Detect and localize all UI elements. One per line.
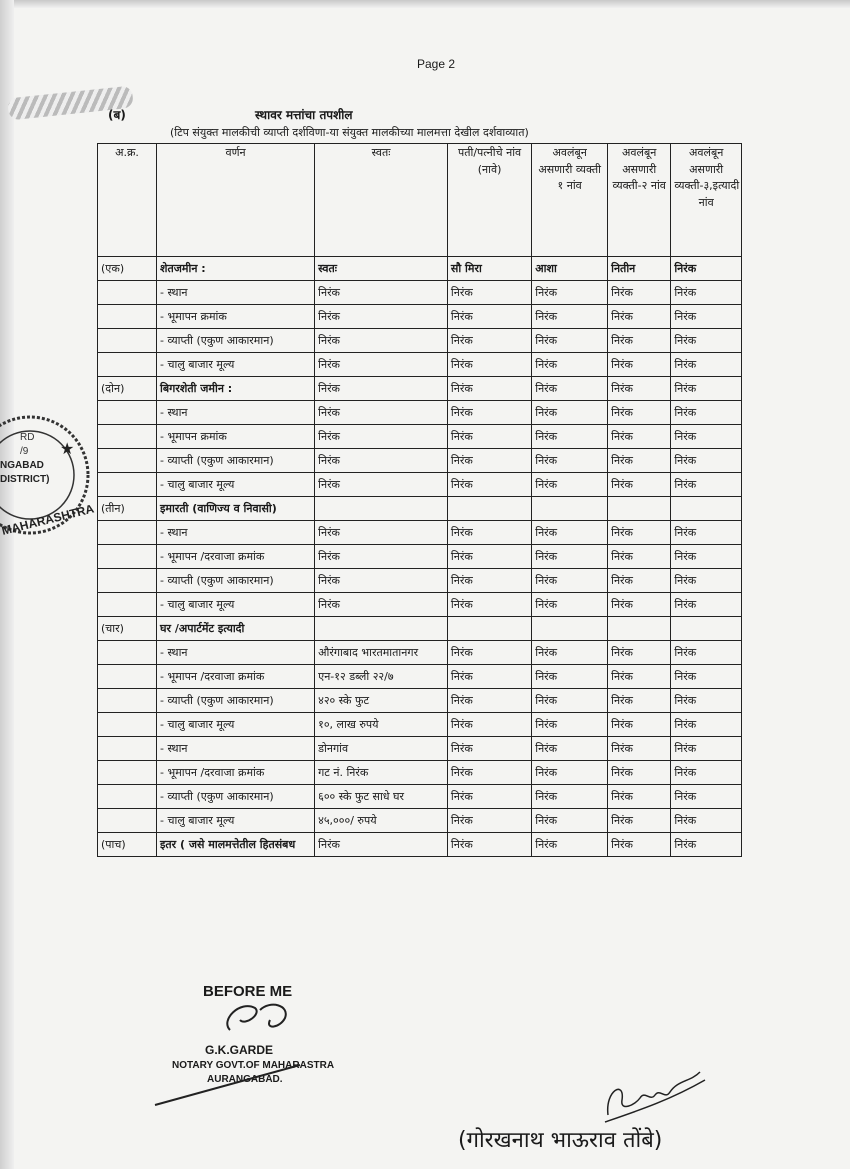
table-cell: ४५,०००/ रुपये [315,809,448,833]
table-cell: निरंक [608,521,671,545]
table-cell: निरंक [447,593,531,617]
table-cell: - व्याप्ती (एकुण आकारमान) [157,449,315,473]
table-cell: - व्याप्ती (एकुण आकारमान) [157,329,315,353]
table-cell [608,617,671,641]
table-row [98,353,742,377]
table-cell: निरंक [671,545,742,569]
table-row [98,305,742,329]
table-cell: निरंक [315,521,448,545]
table-cell: - चालु बाजार मूल्य [157,473,315,497]
notary-name: G.K.GARDE [205,1043,274,1057]
table-row [98,401,742,425]
table-row [98,545,742,569]
table-cell: निरंक [447,353,531,377]
table-cell: निरंक [608,329,671,353]
assets-table [97,143,742,857]
table-cell: निरंक [671,521,742,545]
header-dependent-2: अवलंबून असणारी व्यक्ती-२ नांव [608,144,671,257]
notary-title: NOTARY GOVT.OF MAHARASTRA [172,1060,335,1071]
section-note: (टिप संयुक्त मालकीची व्याप्ती दर्शविणा-या संयुक्त मालकीच्या मालमत्ता देखील दर्शवाव्यात) [170,126,529,139]
table-cell: निरंक [671,761,742,785]
table-cell: डोनगांव [315,737,448,761]
table-cell: निरंक [532,281,608,305]
table-cell: निरंक [671,569,742,593]
table-cell: निरंक [447,641,531,665]
table-cell: निरंक [608,641,671,665]
table-cell: निरंक [671,809,742,833]
table-cell: औरंगाबाद भारतमातानगर [315,641,448,665]
table-row [98,617,742,641]
table-cell: निरंक [532,521,608,545]
table-cell: निरंक [315,281,448,305]
table-cell: निरंक [447,761,531,785]
table-cell: निरंक [671,593,742,617]
table-row [98,593,742,617]
section-label: (ब) [108,108,126,122]
table-cell: निरंक [447,473,531,497]
table-row [98,257,742,281]
table-cell: निरंक [671,641,742,665]
table-cell: निरंक [608,449,671,473]
table-cell: निरंक [532,545,608,569]
table-cell [98,353,157,377]
table-cell: निरंक [447,329,531,353]
table-cell: निरंक [608,785,671,809]
table-cell [98,641,157,665]
table-cell: निरंक [608,377,671,401]
table-cell: निरंक [532,785,608,809]
table-cell: बिगरशेती जमीन : [157,377,315,401]
table-row [98,737,742,761]
table-cell: - व्याप्ती (एकुण आकारमान) [157,689,315,713]
table-cell: निरंक [608,665,671,689]
table-cell: निरंक [608,569,671,593]
table-cell: निरंक [532,425,608,449]
table-row [98,833,742,857]
table-cell: ४२० स्के फुट [315,689,448,713]
table-cell: निरंक [608,473,671,497]
table-cell: निरंक [532,593,608,617]
table-cell: निरंक [608,425,671,449]
table-row [98,473,742,497]
table-row [98,377,742,401]
table-cell: निरंक [447,281,531,305]
table-cell [532,617,608,641]
table-cell [315,617,448,641]
header-spouse: पती/पत्नीचे नांव (नावे) [447,144,531,257]
table-cell: - भूमापन /दरवाजा क्रमांक [157,545,315,569]
table-cell: निरंक [315,569,448,593]
deponent-name: (गोरखनाथ भाऊराव तोंबे) [458,1128,663,1153]
table-cell [98,569,157,593]
table-cell: इमारती (वाणिज्य व निवासी) [157,497,315,521]
section-title: स्थावर मत्तांचा तपशील [255,108,353,122]
table-cell: निरंक [608,545,671,569]
table-cell: निरंक [447,569,531,593]
seal-line-5: MAHARASHTRA [0,501,96,538]
table-cell: निरंक [532,329,608,353]
table-cell [671,497,742,521]
table-header-row [98,144,742,257]
table-cell: घर /अपार्टमेंट इत्यादी [157,617,315,641]
table-cell [98,689,157,713]
page-edge-left [0,0,14,1169]
table-cell [98,329,157,353]
table-row [98,641,742,665]
table-cell: १०, लाख रुपये [315,713,448,737]
table-row [98,665,742,689]
table-cell: शेतजमीन : [157,257,315,281]
table-cell [98,737,157,761]
table-cell: निरंक [532,809,608,833]
header-serial: अ.क्र. [98,144,157,257]
table-cell: निरंक [447,713,531,737]
table-cell [671,617,742,641]
table-cell: निरंक [671,329,742,353]
table-cell: निरंक [315,377,448,401]
header-dependent-1: अवलंबून असणारी व्यक्ती १ नांव [532,144,608,257]
table-row [98,329,742,353]
table-cell: निरंक [671,833,742,857]
table-cell: निरंक [532,737,608,761]
table-cell: - स्थान [157,641,315,665]
table-cell [98,545,157,569]
table-cell: निरंक [608,689,671,713]
table-cell: ६०० स्के फुट साधे घर [315,785,448,809]
table-cell: (तीन) [98,497,157,521]
notary-signature [200,990,320,1040]
table-cell: निरंक [315,545,448,569]
table-cell [98,281,157,305]
table-cell: निरंक [608,761,671,785]
table-row [98,809,742,833]
table-cell: निरंक [447,449,531,473]
table-cell: निरंक [447,305,531,329]
table-cell: (एक) [98,257,157,281]
table-cell: - स्थान [157,737,315,761]
notary-underline [150,1060,310,1110]
header-self: स्वतः [315,144,448,257]
table-cell: - चालु बाजार मूल्य [157,713,315,737]
table-cell [98,809,157,833]
table-cell: निरंक [315,449,448,473]
table-cell: आशा [532,257,608,281]
notary-city: AURANGABAD. [207,1074,283,1085]
table-cell: निरंक [532,305,608,329]
page-number: Page 2 [417,57,456,71]
table-row [98,449,742,473]
table-cell [98,665,157,689]
table-cell: निरंक [532,377,608,401]
table-cell: निरंक [532,833,608,857]
table-cell: - स्थान [157,401,315,425]
table-cell [98,305,157,329]
table-cell: निरंक [671,473,742,497]
table-cell: निरंक [671,713,742,737]
before-me-label: BEFORE ME [203,983,293,1000]
table-cell: निरंक [608,593,671,617]
table-row [98,569,742,593]
table-cell: निरंक [315,425,448,449]
table-cell: निरंक [315,833,448,857]
seal-line-3: NGABAD [0,460,44,471]
table-cell: निरंक [608,833,671,857]
table-cell: निरंक [447,545,531,569]
table-cell: निरंक [608,305,671,329]
table-row [98,281,742,305]
table-cell: (दोन) [98,377,157,401]
table-row [98,497,742,521]
table-cell: निरंक [671,281,742,305]
table-cell [608,497,671,521]
header-dependent-3: अवलंबून असणारी व्यक्ती-३,इत्यादी नांव [671,144,742,257]
table-cell: निरंक [671,305,742,329]
table-cell [315,497,448,521]
table-cell: निरंक [608,353,671,377]
table-cell: इतर ( जसे मालमत्तेतील हितसंबध [157,833,315,857]
table-cell: निरंक [532,641,608,665]
table-cell: निरंक [532,713,608,737]
table-cell: गट नं. निरंक [315,761,448,785]
seal-line-2: /9 [20,446,29,457]
table-cell: स्वतः [315,257,448,281]
table-cell: निरंक [532,689,608,713]
deponent-signature [600,1060,710,1125]
table-cell: निरंक [608,809,671,833]
header-description: वर्णन [157,144,315,257]
seal-line-1: RD [20,432,35,443]
table-row [98,425,742,449]
table-cell: निरंक [447,425,531,449]
table-cell: निरंक [532,569,608,593]
table-cell: निरंक [671,377,742,401]
table-cell: - चालु बाजार मूल्य [157,809,315,833]
table-cell: निरंक [532,401,608,425]
table-cell: निरंक [671,401,742,425]
table-cell [532,497,608,521]
table-cell: निरंक [608,713,671,737]
table-cell: निरंक [671,353,742,377]
table-cell: - भूमापन क्रमांक [157,305,315,329]
table-cell: निरंक [447,833,531,857]
table-cell: (चार) [98,617,157,641]
table-cell: निरंक [532,665,608,689]
table-cell: - भूमापन /दरवाजा क्रमांक [157,665,315,689]
table-cell: निरंक [608,401,671,425]
table-row [98,689,742,713]
table-cell [98,593,157,617]
table-cell: निरंक [447,809,531,833]
table-cell: निरंक [671,737,742,761]
table-cell: निरंक [532,473,608,497]
table-cell: निरंक [671,449,742,473]
table-cell: निरंक [447,521,531,545]
table-cell: निरंक [315,593,448,617]
table-cell: - चालु बाजार मूल्य [157,593,315,617]
table-cell: निरंक [608,737,671,761]
table-cell: निरंक [532,449,608,473]
table-cell: निरंक [315,401,448,425]
table-cell: - स्थान [157,281,315,305]
table-cell: नितीन [608,257,671,281]
table-row [98,521,742,545]
seal-line-4: DISTRICT) [0,474,50,485]
table-cell: निरंक [671,257,742,281]
table-cell [447,497,531,521]
table-cell: निरंक [671,425,742,449]
table-cell: निरंक [315,329,448,353]
table-cell: - चालु बाजार मूल्य [157,353,315,377]
table-cell: निरंक [608,281,671,305]
table-cell: निरंक [315,305,448,329]
table-cell: निरंक [315,353,448,377]
table-cell: - स्थान [157,521,315,545]
table-cell: निरंक [447,665,531,689]
table-cell: - भूमापन क्रमांक [157,425,315,449]
table-row [98,785,742,809]
table-cell: निरंक [447,689,531,713]
table-cell: एन-१२ डब्ली २२/७ [315,665,448,689]
page-edge-top [0,0,850,8]
table-cell [98,713,157,737]
table-cell [447,617,531,641]
table-cell: निरंक [447,785,531,809]
table-cell: निरंक [315,473,448,497]
table-cell: निरंक [532,353,608,377]
table-cell [98,785,157,809]
table-cell: निरंक [447,737,531,761]
table-cell: निरंक [447,377,531,401]
table-cell: निरंक [671,785,742,809]
notary-seal [0,410,120,540]
table-cell: सौ मिरा [447,257,531,281]
table-row [98,761,742,785]
table-cell: - भूमापन /दरवाजा क्रमांक [157,761,315,785]
table-cell: - व्याप्ती (एकुण आकारमान) [157,785,315,809]
table-cell: निरंक [671,689,742,713]
table-cell: निरंक [671,665,742,689]
table-cell: - व्याप्ती (एकुण आकारमान) [157,569,315,593]
table-row [98,713,742,737]
table-cell: (पाच) [98,833,157,857]
table-cell [98,761,157,785]
table-cell: निरंक [447,401,531,425]
table-cell: निरंक [532,761,608,785]
svg-text:★: ★ [60,439,75,458]
